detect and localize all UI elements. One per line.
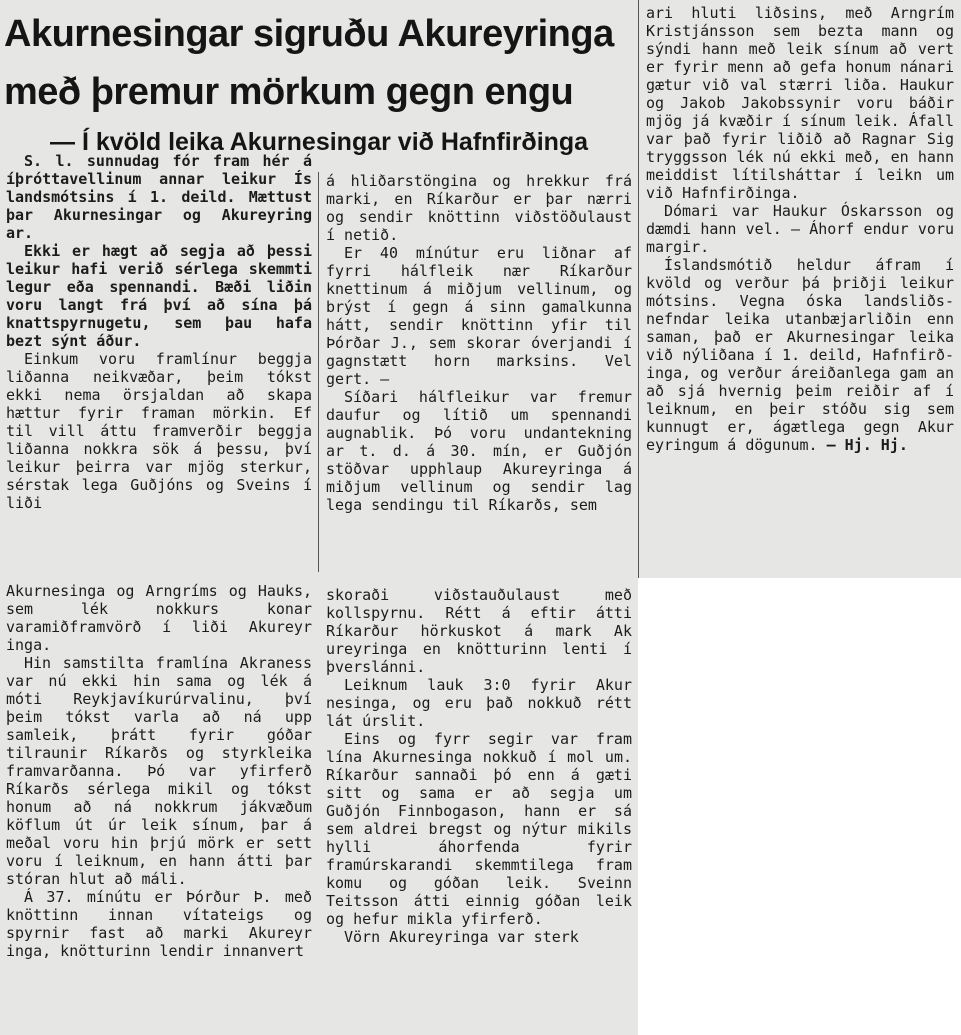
paragraph-halfbacks: Akurnesinga og Arngríms og Hauks, sem lék nokkurs konar varamiðframvörð í liði Akureyr inga. [6,582,312,654]
author-signature: — Hj. Hj. [826,436,908,454]
column-3 [646,4,954,574]
column-rule-3 [638,0,639,578]
next-match-text: Íslandsmótið heldur áfram í kvöld og verður þá þriðji leikur mótsins. Vegna óska landsliðs- nefndar leika utanbæjarliðin enn saman, það er Akurnesingar leika við nýliðana í 1. deild, Hafnfirð- inga, og verður áreiðanlega gam an að sjá hvernig þeim reiðir af í leiknum, en þeir stóðu sig sem kunnugt er, ágætlega gegn Akur eyringum á dögunum. [646,256,954,454]
paragraph-akureyri-team: ari hluti liðsins, með Arngrím Kristjánsson sem bezta mann og sýndi hann með leik sínum að vert er fyrir menn að gefa honum nánari gætur við val stærri liða. Haukur og Jakob Jakobssynir voru báðir mjög já kvæðir í sínum leik. Áfall var það fyrir liðið að Ragnar Sig tryggsson lék nú ekki með, en hann meiddist lítilsháttar í leikn um við Hafnfirðinga. [646,4,954,202]
column-1-lower [6,582,312,1032]
subheadline: — Í kvöld leika Akurnesingar við Hafnfirðinga [50,128,589,156]
paragraph-first-goal: Á 37. mínútu er Þórður Þ. með knöttinn innan vítateigs og spyrnir fast að marki Akureyr inga, knötturinn lendir innanvert [6,888,312,960]
paragraph-akranes-line: Hin samstilta framlína Akraness var nú ekki hin sama og lék á móti Reykjavíkurúrvalinu, því þeim tókst varla að ná upp samleik, þrátt fyrir góðar tilraunir Ríkarðs og styrkleika framvarðanna. Þó var yfirferð Ríkarðs sérlega mikil og tókst honum að ná nokkrum jákvæðum köflum út úr leik sínum, þar á meðal voru hin þrjú mörk er sett voru í leiknum, en hann átti þar stóran hlut að máli. [6,654,312,888]
paragraph-forwards: Einkum voru framlínur beggja liðanna neikvæðar, þeim tókst ekki nema örsjaldan að skapa hættur fyrir framan mörkin. Ef til vill áttu framverðir beggja liðanna nokkra sök á þessu, því leikur þeirra var mjög sterkur, sérstak lega Guðjóns og Sveins í liði [6,350,312,512]
paragraph-referee: Dómari var Haukur Óskarsson og dæmdi hann vel. — Áhorf endur voru margir. [646,202,954,256]
paragraph-second-half: Síðari hálfleikur var fremur daufur og lítið um spennandi augnablik. Þó voru undantekning ar t. d. á 30. mín, er Guðjón stöðvar upphlaup Akureyringa á miðjum vellinum og sendir lag lega sendingu til Ríkarðs, sem [326,388,632,514]
paragraph-goal-one-finish: á hliðarstöngina og hrekkur frá marki, en Ríkarður er þar nærri og sendir knöttinn viðstöðulaust í netið. [326,172,632,244]
column-2-upper [326,172,632,572]
paragraph-second-goal: Er 40 mínútur eru liðnar af fyrri hálfleik nær Ríkarður knettinum á miðjum vellinum, og brýst í gegn á sinn gamalkunna hátt, sendir knöttinn yfir til Þórðar J., sem skorar óverjandi í gagnstætt horn marksins. Vel gert. — [326,244,632,388]
headline-line-2: með þremur mörkum gegn engu [4,71,574,113]
paragraph-intro: S. l. sunnudag fór fram hér á íþróttavellinum annar leikur Ís landsmótsins í 1. deild. Mættust þar Akurnesingar og Akureyring ar. [6,152,312,242]
column-2-lower [326,586,632,1032]
column-1-upper [6,152,312,572]
paragraph-result: Leiknum lauk 3:0 fyrir Akur nesinga, og eru það nokkuð rétt lát úrslit. [326,676,632,730]
paragraph-next-match [646,256,954,454]
paragraph-defence: Vörn Akureyringa var sterk [344,928,579,946]
paragraph-third-goal: skoraði viðstauðulaust með kollspyrnu. Rétt á eftir átti Ríkarður hörkuskot á mark Ak ureyringa en knötturinn lenti í þverslánni. [326,586,632,676]
headline-line-1: Akurnesingar sigruðu Akureyringa [4,13,614,55]
column-rule-1 [318,172,319,572]
paragraph-players: Eins og fyrr segir var fram lína Akurnesinga nokkuð í mol um. Ríkarður sannaði þó enn á gæti sitt og sama er að segja um Guðjón Finnbogason, hann er sá sem aldrei bregst og nýtur mikils hylli áhorfenda fyrir framúrskarandi skemmtilega fram komu og góðan leik. Sveinn Teitsson átti einnig góðan leik og hefur mikla yfirferð. [326,730,632,928]
paragraph-assessment: Ekki er hægt að segja að þessi leikur hafi verið sérlega skemmti legur eða spennandi. Bæði liðin voru langt frá því að sína þá knattspyrnugetu, sem þau hafa bezt sýnt áður. [6,242,312,350]
